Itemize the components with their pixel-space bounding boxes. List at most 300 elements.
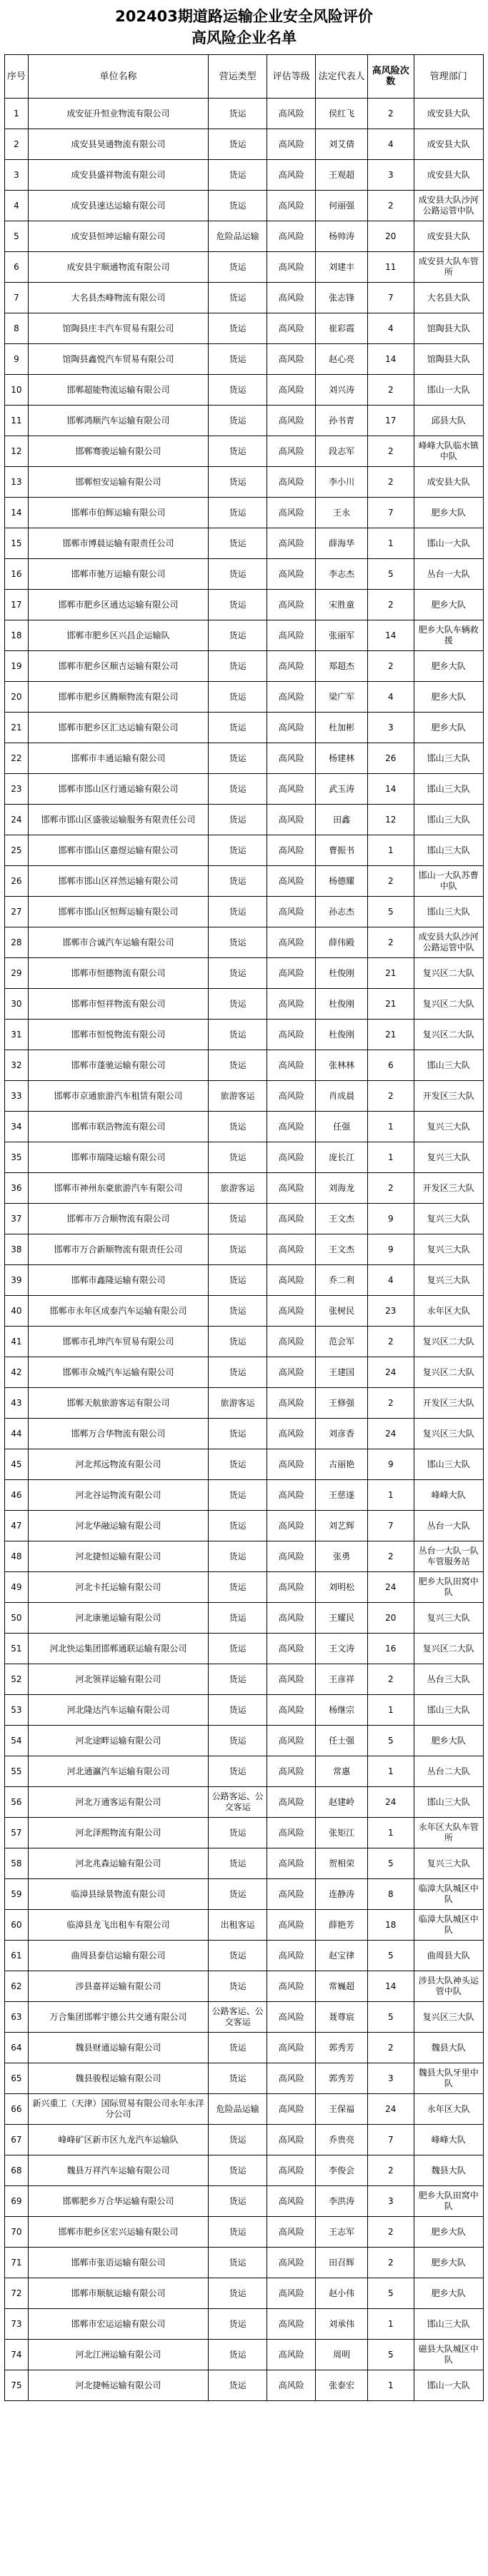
cell-level: 高风险 <box>267 1265 316 1296</box>
cell-no: 29 <box>5 958 29 989</box>
table-row <box>5 559 484 590</box>
cell-count: 2 <box>368 467 414 498</box>
cell-dept: 复兴三大队 <box>414 1234 483 1265</box>
cell-no: 50 <box>5 1603 29 1634</box>
cell-dept: 临漳大队城区中队 <box>414 1879 483 1910</box>
cell-name: 邯郸市肥乡区汇达运输有限公司 <box>28 713 208 743</box>
cell-type: 货运 <box>209 313 267 344</box>
table-row <box>5 283 484 313</box>
cell-level: 高风险 <box>267 1848 316 1879</box>
cell-no: 21 <box>5 713 29 743</box>
cell-rep: 王慈遂 <box>316 1480 368 1511</box>
cell-no: 26 <box>5 866 29 897</box>
cell-rep: 李志杰 <box>316 559 368 590</box>
cell-name: 峰峰矿区新市区九龙汽车运输队 <box>28 2125 208 2155</box>
cell-level: 高风险 <box>267 805 316 835</box>
cell-dept: 邯山一大队苏曹中队 <box>414 866 483 897</box>
cell-count: 2 <box>368 1327 414 1357</box>
cell-name: 河北谷运物流有限公司 <box>28 1480 208 1511</box>
cell-rep: 杜俊刚 <box>316 989 368 1020</box>
table-row <box>5 2002 484 2033</box>
cell-level: 高风险 <box>267 559 316 590</box>
cell-rep: 王文涛 <box>316 1634 368 1664</box>
table-row <box>5 1941 484 1971</box>
cell-rep: 杨德耀 <box>316 866 368 897</box>
cell-dept: 开发区三大队 <box>414 1173 483 1204</box>
cell-name: 邯郸市驰万运输有限公司 <box>28 559 208 590</box>
cell-count: 1 <box>368 1142 414 1173</box>
table-row <box>5 2340 484 2370</box>
cell-dept: 复兴区二大队 <box>414 1357 483 1388</box>
table-row <box>5 590 484 620</box>
cell-name: 邯郸市肥乡区宏兴运输有限公司 <box>28 2217 208 2248</box>
cell-count: 21 <box>368 989 414 1020</box>
cell-type: 公路客运、公交客运 <box>209 1787 267 1818</box>
cell-no: 27 <box>5 897 29 927</box>
cell-dept: 复兴区三大队 <box>414 1419 483 1449</box>
cell-rep: 刘明松 <box>316 1572 368 1603</box>
cell-no: 33 <box>5 1081 29 1112</box>
cell-rep: 张树民 <box>316 1296 368 1327</box>
cell-no: 31 <box>5 1020 29 1050</box>
cell-count: 21 <box>368 958 414 989</box>
cell-no: 28 <box>5 927 29 958</box>
cell-dept: 肥乡大队田窝中队 <box>414 2186 483 2217</box>
cell-level: 高风险 <box>267 1296 316 1327</box>
cell-level: 高风险 <box>267 1449 316 1480</box>
cell-type: 货运 <box>209 528 267 559</box>
risk-table <box>4 54 484 2401</box>
cell-dept: 邯山一大队 <box>414 375 483 406</box>
cell-rep: 肖成晨 <box>316 1081 368 1112</box>
cell-type: 货运 <box>209 1112 267 1142</box>
document-title: 202403期道路运输企业安全风险评价 <box>115 8 373 25</box>
table-row <box>5 1541 484 1572</box>
cell-count: 1 <box>368 1480 414 1511</box>
cell-type: 货运 <box>209 191 267 221</box>
cell-type: 货运 <box>209 498 267 528</box>
cell-name: 河北泽熙物流有限公司 <box>28 1818 208 1848</box>
cell-level: 高风险 <box>267 2309 316 2340</box>
cell-name: 邯郸市万合顺物流有限公司 <box>28 1204 208 1234</box>
cell-count: 2 <box>368 590 414 620</box>
cell-type: 货运 <box>209 1695 267 1726</box>
cell-rep: 赵建岭 <box>316 1787 368 1818</box>
cell-level: 高风险 <box>267 927 316 958</box>
cell-rep: 刘建丰 <box>316 252 368 283</box>
cell-level: 高风险 <box>267 375 316 406</box>
cell-level: 高风险 <box>267 528 316 559</box>
cell-no: 55 <box>5 1756 29 1787</box>
cell-level: 高风险 <box>267 2248 316 2278</box>
cell-count: 24 <box>368 1357 414 1388</box>
cell-no: 41 <box>5 1327 29 1357</box>
cell-dept: 复兴三大队 <box>414 1204 483 1234</box>
table-row <box>5 1449 484 1480</box>
cell-no: 45 <box>5 1449 29 1480</box>
cell-type: 货运 <box>209 590 267 620</box>
cell-type: 货运 <box>209 620 267 651</box>
cell-level: 高风险 <box>267 2125 316 2155</box>
cell-rep: 曹振书 <box>316 835 368 866</box>
cell-level: 高风险 <box>267 1388 316 1419</box>
cell-count: 17 <box>368 406 414 436</box>
cell-count: 1 <box>368 2309 414 2340</box>
cell-level: 高风险 <box>267 2370 316 2401</box>
cell-count: 5 <box>368 1941 414 1971</box>
table-row <box>5 1787 484 1818</box>
cell-no: 60 <box>5 1910 29 1941</box>
cell-type: 货运 <box>209 866 267 897</box>
cell-count: 5 <box>368 2278 414 2309</box>
cell-type: 货运 <box>209 1265 267 1296</box>
cell-count: 5 <box>368 2002 414 2033</box>
cell-level: 高风险 <box>267 344 316 375</box>
cell-type: 货运 <box>209 713 267 743</box>
cell-count: 26 <box>368 743 414 774</box>
cell-rep: 王永 <box>316 498 368 528</box>
cell-count: 9 <box>368 1234 414 1265</box>
cell-level: 高风险 <box>267 1634 316 1664</box>
cell-no: 46 <box>5 1480 29 1511</box>
cell-type: 货运 <box>209 1756 267 1787</box>
cell-no: 7 <box>5 283 29 313</box>
cell-name: 邯郸市伯辉运输有限公司 <box>28 498 208 528</box>
cell-name: 成安县盛祥物流有限公司 <box>28 160 208 191</box>
cell-level: 高风险 <box>267 713 316 743</box>
cell-dept: 丛台一大队 <box>414 559 483 590</box>
cell-rep: 周明 <box>316 2340 368 2370</box>
cell-no: 68 <box>5 2155 29 2186</box>
table-row <box>5 1634 484 1664</box>
cell-dept: 峰峰大队 <box>414 1480 483 1511</box>
cell-dept: 肥乡大队 <box>414 713 483 743</box>
cell-no: 2 <box>5 129 29 160</box>
cell-type: 货运 <box>209 1603 267 1634</box>
cell-type: 货运 <box>209 1234 267 1265</box>
table-row <box>5 743 484 774</box>
cell-dept: 成安县大队 <box>414 99 483 129</box>
cell-name: 邯郸鸿顺汽车运输有限公司 <box>28 406 208 436</box>
cell-name: 河北捷畅运输有限公司 <box>28 2370 208 2401</box>
table-row <box>5 1265 484 1296</box>
table-row <box>5 2125 484 2155</box>
cell-count: 7 <box>368 283 414 313</box>
cell-no: 47 <box>5 1511 29 1541</box>
document-subtitle: 高风险企业名单 <box>191 29 297 46</box>
cell-dept: 肥乡大队 <box>414 651 483 682</box>
cell-level: 高风险 <box>267 406 316 436</box>
cell-dept: 峰峰大队临水镇中队 <box>414 436 483 467</box>
cell-count: 3 <box>368 160 414 191</box>
cell-type: 货运 <box>209 406 267 436</box>
cell-name: 邯郸市邯山区恒辉运输有限公司 <box>28 897 208 927</box>
header-count: 高风险次数 <box>368 55 414 99</box>
cell-type: 货运 <box>209 835 267 866</box>
cell-level: 高风险 <box>267 2094 316 2125</box>
cell-dept: 复兴区二大队 <box>414 1327 483 1357</box>
header-dept: 管理部门 <box>414 55 483 99</box>
table-row <box>5 805 484 835</box>
cell-type: 货运 <box>209 2248 267 2278</box>
cell-type: 货运 <box>209 559 267 590</box>
cell-count: 1 <box>368 1756 414 1787</box>
table-row <box>5 620 484 651</box>
cell-rep: 庞长江 <box>316 1142 368 1173</box>
cell-count: 9 <box>368 1449 414 1480</box>
cell-count: 9 <box>368 1204 414 1234</box>
cell-name: 邯郸市张语运输有限公司 <box>28 2248 208 2278</box>
cell-type: 货运 <box>209 1941 267 1971</box>
cell-name: 邯郸市恒悦物流有限公司 <box>28 1020 208 1050</box>
cell-level: 高风险 <box>267 498 316 528</box>
cell-name: 邯郸市永年区成泰汽车运输有限公司 <box>28 1296 208 1327</box>
cell-level: 高风险 <box>267 590 316 620</box>
cell-level: 高风险 <box>267 1511 316 1541</box>
table-row <box>5 191 484 221</box>
cell-type: 货运 <box>209 1572 267 1603</box>
cell-level: 高风险 <box>267 1020 316 1050</box>
cell-type: 危险品运输 <box>209 2094 267 2125</box>
cell-name: 邯郸市邯山区祥然运输有限公司 <box>28 866 208 897</box>
cell-no: 6 <box>5 252 29 283</box>
cell-name: 邯郸市京通旅游汽车租赁有限公司 <box>28 1081 208 1112</box>
table-row <box>5 1327 484 1357</box>
cell-rep: 田鑫 <box>316 805 368 835</box>
table-row <box>5 252 484 283</box>
cell-rep: 任强 <box>316 1112 368 1142</box>
cell-type: 货运 <box>209 1480 267 1511</box>
cell-type: 货运 <box>209 2063 267 2094</box>
cell-level: 高风险 <box>267 682 316 713</box>
cell-type: 货运 <box>209 1449 267 1480</box>
cell-dept: 复兴区二大队 <box>414 1634 483 1664</box>
cell-no: 23 <box>5 774 29 805</box>
table-row <box>5 1357 484 1388</box>
cell-level: 高风险 <box>267 651 316 682</box>
cell-name: 邯郸恒安运输有限公司 <box>28 467 208 498</box>
cell-no: 72 <box>5 2278 29 2309</box>
table-row <box>5 1603 484 1634</box>
cell-name: 魏县骏程运输有限公司 <box>28 2063 208 2094</box>
cell-count: 12 <box>368 805 414 835</box>
cell-dept: 馆陶县大队 <box>414 344 483 375</box>
cell-rep: 孙书青 <box>316 406 368 436</box>
cell-name: 成安征升恒业物流有限公司 <box>28 99 208 129</box>
cell-level: 高风险 <box>267 1204 316 1234</box>
table-row <box>5 682 484 713</box>
cell-count: 24 <box>368 2094 414 2125</box>
cell-rep: 李俊会 <box>316 2155 368 2186</box>
cell-rep: 王耀民 <box>316 1603 368 1634</box>
cell-name: 邯郸市万合新顺物流有限责任公司 <box>28 1234 208 1265</box>
cell-dept: 成安县大队沙河公路运管中队 <box>414 927 483 958</box>
cell-level: 高风险 <box>267 1971 316 2002</box>
cell-level: 高风险 <box>267 989 316 1020</box>
cell-dept: 复兴区二大队 <box>414 958 483 989</box>
cell-type: 货运 <box>209 2155 267 2186</box>
cell-type: 货运 <box>209 1879 267 1910</box>
cell-name: 邯郸市肥乡区顺吉运输有限公司 <box>28 651 208 682</box>
cell-type: 货运 <box>209 436 267 467</box>
cell-level: 高风险 <box>267 1664 316 1695</box>
cell-dept: 肥乡大队 <box>414 2217 483 2248</box>
table-row <box>5 1726 484 1756</box>
table-row <box>5 1020 484 1050</box>
table-row <box>5 375 484 406</box>
cell-rep: 范会军 <box>316 1327 368 1357</box>
table-row <box>5 1664 484 1695</box>
cell-name: 馆陶县鑫悦汽车贸易有限公司 <box>28 344 208 375</box>
cell-dept: 永年区大队 <box>414 2094 483 2125</box>
cell-type: 货运 <box>209 1204 267 1234</box>
cell-no: 25 <box>5 835 29 866</box>
cell-name: 邯郸市邯山区行通运输有限公司 <box>28 774 208 805</box>
cell-no: 8 <box>5 313 29 344</box>
cell-no: 42 <box>5 1357 29 1388</box>
cell-type: 货运 <box>209 1020 267 1050</box>
cell-level: 高风险 <box>267 129 316 160</box>
cell-dept: 邯山三大队 <box>414 1449 483 1480</box>
cell-rep: 连静涛 <box>316 1879 368 1910</box>
cell-level: 高风险 <box>267 743 316 774</box>
cell-no: 59 <box>5 1879 29 1910</box>
cell-rep: 张勇 <box>316 1541 368 1572</box>
cell-dept: 肥乡大队 <box>414 2278 483 2309</box>
cell-name: 邯郸市恒德物流有限公司 <box>28 958 208 989</box>
cell-count: 6 <box>368 1050 414 1081</box>
cell-count: 5 <box>368 559 414 590</box>
header-level: 评估等级 <box>267 55 316 99</box>
cell-count: 2 <box>368 2155 414 2186</box>
cell-dept: 开发区三大队 <box>414 1081 483 1112</box>
cell-no: 57 <box>5 1818 29 1848</box>
cell-rep: 薛艳芳 <box>316 1910 368 1941</box>
cell-dept: 邱县大队 <box>414 406 483 436</box>
cell-rep: 王观超 <box>316 160 368 191</box>
cell-no: 14 <box>5 498 29 528</box>
header-name: 单位名称 <box>28 55 208 99</box>
cell-name: 曲周县泰信运输有限公司 <box>28 1941 208 1971</box>
cell-level: 高风险 <box>267 1941 316 1971</box>
cell-rep: 郭秀芳 <box>316 2033 368 2063</box>
cell-level: 高风险 <box>267 1572 316 1603</box>
cell-rep: 杜俊刚 <box>316 1020 368 1050</box>
cell-name: 邯郸肥乡万合华运输有限公司 <box>28 2186 208 2217</box>
cell-name: 邯郸市邯山区嘉煜运输有限公司 <box>28 835 208 866</box>
cell-rep: 杜俊刚 <box>316 958 368 989</box>
cell-no: 62 <box>5 1971 29 2002</box>
cell-rep: 张志锋 <box>316 283 368 313</box>
table-row <box>5 1756 484 1787</box>
cell-name: 邯郸超能物流运输有限公司 <box>28 375 208 406</box>
cell-name: 邯郸市恒祥物流有限公司 <box>28 989 208 1020</box>
cell-name: 邯郸市众城汽车运输有限公司 <box>28 1357 208 1388</box>
table-row <box>5 2033 484 2063</box>
table-row <box>5 1234 484 1265</box>
table-row <box>5 467 484 498</box>
cell-count: 3 <box>368 2186 414 2217</box>
cell-level: 高风险 <box>267 1357 316 1388</box>
cell-no: 37 <box>5 1204 29 1234</box>
cell-count: 23 <box>368 1296 414 1327</box>
cell-level: 高风险 <box>267 1327 316 1357</box>
cell-no: 58 <box>5 1848 29 1879</box>
cell-rep: 郭秀芳 <box>316 2063 368 2094</box>
cell-name: 河北万通客运有限公司 <box>28 1787 208 1818</box>
table-row <box>5 2063 484 2094</box>
cell-rep: 赵宝律 <box>316 1941 368 1971</box>
table-row <box>5 1971 484 2002</box>
table-row <box>5 99 484 129</box>
cell-level: 高风险 <box>267 1603 316 1634</box>
cell-no: 70 <box>5 2217 29 2248</box>
cell-name: 邯郸市肥乡区腾顺物流有限公司 <box>28 682 208 713</box>
cell-dept: 大名县大队 <box>414 283 483 313</box>
cell-level: 高风险 <box>267 1726 316 1756</box>
table-row <box>5 2278 484 2309</box>
cell-type: 货运 <box>209 344 267 375</box>
table-row <box>5 1848 484 1879</box>
cell-count: 5 <box>368 2340 414 2370</box>
cell-rep: 孙志杰 <box>316 897 368 927</box>
cell-dept: 丛台一大队 <box>414 1511 483 1541</box>
cell-dept: 邯山三大队 <box>414 1695 483 1726</box>
table-row <box>5 528 484 559</box>
cell-rep: 刘艾倩 <box>316 129 368 160</box>
cell-type: 货运 <box>209 682 267 713</box>
cell-count: 20 <box>368 1603 414 1634</box>
cell-level: 高风险 <box>267 2217 316 2248</box>
cell-dept: 馆陶县大队 <box>414 313 483 344</box>
cell-no: 66 <box>5 2094 29 2125</box>
cell-count: 5 <box>368 897 414 927</box>
cell-count: 14 <box>368 774 414 805</box>
cell-type: 货运 <box>209 1726 267 1756</box>
table-row <box>5 774 484 805</box>
cell-name: 邯郸市顺航运输有限公司 <box>28 2278 208 2309</box>
cell-rep: 杜加彬 <box>316 713 368 743</box>
cell-count: 2 <box>368 2248 414 2278</box>
cell-dept: 复兴三大队 <box>414 1603 483 1634</box>
table-row <box>5 406 484 436</box>
cell-no: 65 <box>5 2063 29 2094</box>
cell-level: 高风险 <box>267 866 316 897</box>
cell-no: 19 <box>5 651 29 682</box>
cell-no: 61 <box>5 1941 29 1971</box>
cell-name: 河北领祥运输有限公司 <box>28 1664 208 1695</box>
cell-name: 邯郸市丰通运输有限公司 <box>28 743 208 774</box>
cell-count: 2 <box>368 866 414 897</box>
cell-type: 货运 <box>209 2033 267 2063</box>
cell-type: 出租客运 <box>209 1910 267 1941</box>
cell-rep: 常惠 <box>316 1756 368 1787</box>
table-row <box>5 160 484 191</box>
cell-count: 1 <box>368 2370 414 2401</box>
cell-type: 货运 <box>209 467 267 498</box>
cell-rep: 张泰宏 <box>316 2370 368 2401</box>
cell-name: 邯郸市邯山区盛骏运输服务有限责任公司 <box>28 805 208 835</box>
cell-no: 64 <box>5 2033 29 2063</box>
cell-count: 3 <box>368 2063 414 2094</box>
cell-count: 7 <box>368 498 414 528</box>
cell-type: 货运 <box>209 1296 267 1327</box>
table-row <box>5 2370 484 2401</box>
cell-type: 公路客运、公交客运 <box>209 2002 267 2033</box>
cell-no: 54 <box>5 1726 29 1756</box>
cell-no: 71 <box>5 2248 29 2278</box>
cell-name: 成安县宇顺通物流有限公司 <box>28 252 208 283</box>
